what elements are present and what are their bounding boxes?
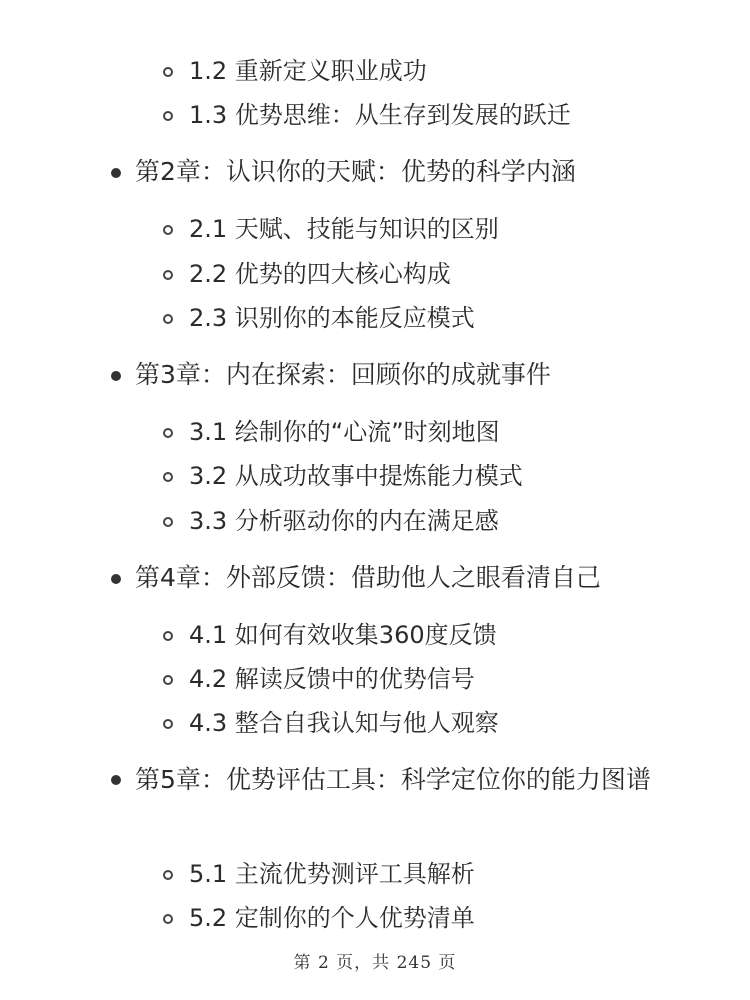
toc-subsection-label: 3.2 从成功故事中提炼能力模式 [189,462,523,490]
toc-subsection-label: 5.2 定制你的个人优势清单 [189,904,475,932]
hollow-bullet-icon [163,719,173,729]
toc-subsection-label: 2.2 优势的四大核心构成 [189,260,451,288]
toc-chapter-label: 第4章：外部反馈：借助他人之眼看清自己 [135,563,601,592]
toc-subsection-label: 1.2 重新定义职业成功 [189,57,427,85]
solid-bullet-icon [111,168,121,178]
hollow-bullet-icon [163,631,173,641]
hollow-bullet-icon [163,517,173,527]
hollow-bullet-icon [163,314,173,324]
toc-subsection-label: 4.1 如何有效收集360度反馈 [189,621,497,649]
page-number-footer: 第 2 页，共 245 页 [293,953,457,973]
hollow-bullet-icon [163,428,173,438]
solid-bullet-icon [111,574,121,584]
hollow-bullet-icon [163,111,173,121]
toc-subsection-label: 2.3 识别你的本能反应模式 [189,304,475,332]
toc-subsection-label: 4.2 解读反馈中的优势信号 [189,665,475,693]
hollow-bullet-icon [163,67,173,77]
solid-bullet-icon [111,371,121,381]
hollow-bullet-icon [163,870,173,880]
toc-subsection-label: 1.3 优势思维：从生存到发展的跃迁 [189,101,571,129]
toc-subsection-label: 5.1 主流优势测评工具解析 [189,860,475,888]
toc-subsection-label: 4.3 整合自我认知与他人观察 [189,709,499,737]
toc-chapter-label: 第5章：优势评估工具：科学定位你的能力图谱 [135,765,651,794]
hollow-bullet-icon [163,914,173,924]
toc-chapter-label: 第3章：内在探索：回顾你的成就事件 [135,360,551,389]
hollow-bullet-icon [163,472,173,482]
toc-subsection-label: 3.1 绘制你的“心流”时刻地图 [189,418,500,446]
toc-chapter-label: 第2章：认识你的天赋：优势的科学内涵 [135,157,576,186]
solid-bullet-icon [111,775,121,785]
toc-subsection-label: 3.3 分析驱动你的内在满足感 [189,507,499,535]
toc-subsection-label: 2.1 天赋、技能与知识的区别 [189,215,499,243]
hollow-bullet-icon [163,270,173,280]
hollow-bullet-icon [163,675,173,685]
hollow-bullet-icon [163,225,173,235]
